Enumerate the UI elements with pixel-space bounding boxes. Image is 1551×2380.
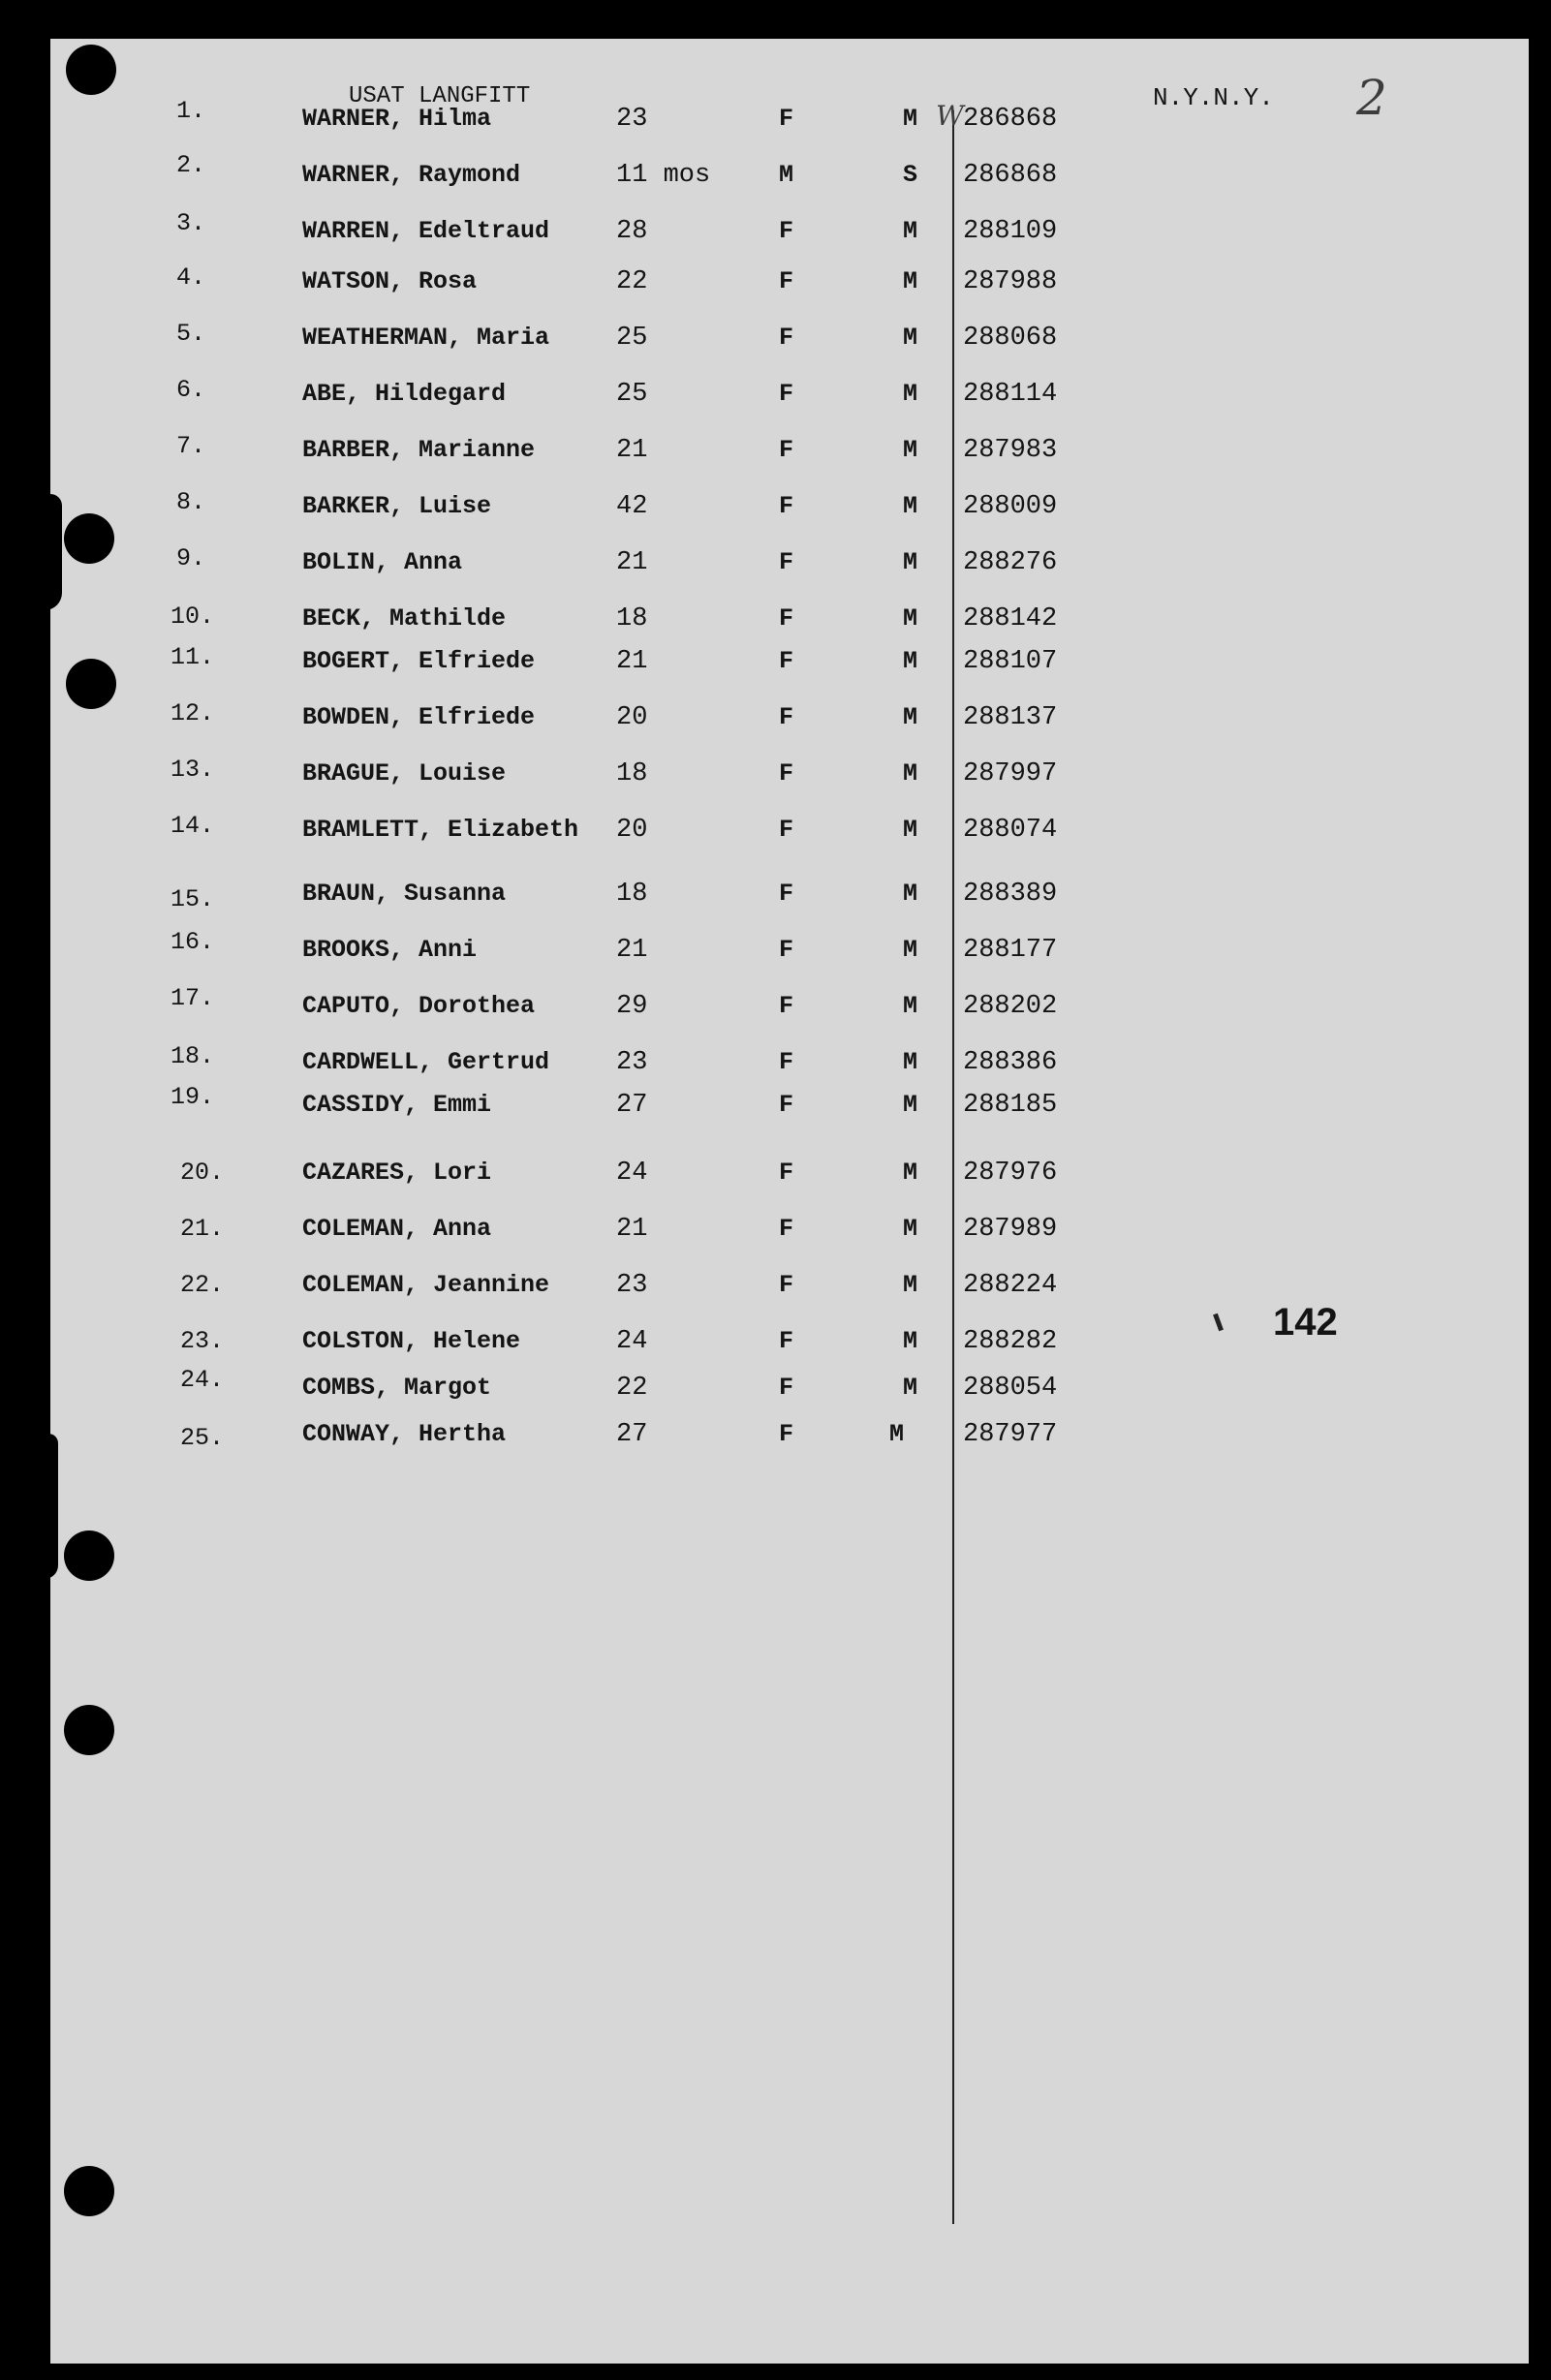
passenger-age: 27 <box>616 1420 648 1449</box>
passenger-age: 23 <box>616 1271 648 1300</box>
page-number: 2 <box>1356 70 1387 126</box>
passenger-age: 29 <box>616 992 648 1021</box>
passenger-sex: F <box>779 604 794 633</box>
stamp-number: 142 <box>1273 1301 1338 1344</box>
row-number: 19. <box>171 1083 215 1111</box>
passenger-age: 25 <box>616 324 648 353</box>
certificate-number: 287976 <box>963 1159 1058 1188</box>
row-number: 8. <box>176 488 206 516</box>
punch-hole <box>64 2166 114 2216</box>
passenger-name: CAZARES, Lori <box>302 1159 492 1187</box>
marital-status: M <box>903 1215 918 1243</box>
certificate-number: 288109 <box>963 217 1058 246</box>
passenger-name: COLEMAN, Anna <box>302 1215 492 1243</box>
certificate-number: 288224 <box>963 1271 1058 1300</box>
passenger-age: 21 <box>616 548 648 577</box>
certificate-number: 286868 <box>963 105 1058 134</box>
row-number: 17. <box>171 984 215 1012</box>
row-number: 5. <box>176 320 206 348</box>
marital-status: M <box>903 1159 918 1187</box>
passenger-sex: F <box>779 880 794 908</box>
passenger-age: 23 <box>616 105 648 134</box>
marital-status: M <box>903 105 918 133</box>
passenger-sex: F <box>779 1271 794 1299</box>
certificate-number: 288137 <box>963 703 1058 732</box>
certificate-number: 288107 <box>963 647 1058 676</box>
row-number: 3. <box>176 209 206 237</box>
passenger-age: 28 <box>616 217 648 246</box>
certificate-number: 287997 <box>963 759 1058 788</box>
marital-status: M <box>903 703 918 731</box>
passenger-name: BECK, Mathilde <box>302 604 507 633</box>
passenger-sex: F <box>779 105 794 133</box>
row-number: 4. <box>176 263 206 292</box>
passenger-name: WARREN, Edeltraud <box>302 217 550 245</box>
row-number: 20. <box>180 1159 225 1187</box>
punch-hole <box>64 1530 114 1581</box>
passenger-age: 21 <box>616 647 648 676</box>
marital-status: M <box>903 380 918 408</box>
passenger-age: 20 <box>616 703 648 732</box>
passenger-age: 11 mos <box>616 161 711 190</box>
row-number: 7. <box>176 432 206 460</box>
passenger-sex: F <box>779 816 794 844</box>
passenger-age: 21 <box>616 936 648 965</box>
passenger-name: BRAUN, Susanna <box>302 880 507 908</box>
passenger-age: 18 <box>616 880 648 909</box>
certificate-number: 288074 <box>963 816 1058 845</box>
marital-status: M <box>903 1091 918 1119</box>
passenger-age: 27 <box>616 1091 648 1120</box>
passenger-age: 18 <box>616 759 648 788</box>
certificate-number: 287977 <box>963 1420 1058 1449</box>
marital-status: M <box>903 759 918 788</box>
row-number: 18. <box>171 1042 215 1070</box>
passenger-name: WARNER, Hilma <box>302 105 492 133</box>
marital-status: S <box>903 161 918 189</box>
passenger-sex: F <box>779 1374 794 1402</box>
marital-status: M <box>903 936 918 964</box>
passenger-age: 22 <box>616 1374 648 1403</box>
marital-status: M <box>903 324 918 352</box>
passenger-name: BROOKS, Anni <box>302 936 478 964</box>
passenger-name: COLSTON, Helene <box>302 1327 521 1355</box>
punch-hole <box>64 513 114 564</box>
passenger-name: CAPUTO, Dorothea <box>302 992 536 1020</box>
row-number: 21. <box>180 1215 225 1243</box>
passenger-sex: F <box>779 324 794 352</box>
row-number: 12. <box>171 699 215 727</box>
certificate-number: 288185 <box>963 1091 1058 1120</box>
passenger-name: BOWDEN, Elfriede <box>302 703 536 731</box>
marital-status: M <box>889 1420 905 1448</box>
passenger-sex: F <box>779 1327 794 1355</box>
row-number: 10. <box>171 603 215 631</box>
certificate-number: 288054 <box>963 1374 1058 1403</box>
row-number: 14. <box>171 812 215 840</box>
certificate-number: 288282 <box>963 1327 1058 1356</box>
marital-status: M <box>903 1327 918 1355</box>
passenger-name: BARBER, Marianne <box>302 436 536 464</box>
passenger-name: BRAGUE, Louise <box>302 759 507 788</box>
passenger-sex: F <box>779 759 794 788</box>
passenger-name: BRAMLETT, Elizabeth <box>302 816 579 844</box>
punch-hole <box>66 45 116 95</box>
row-number: 16. <box>171 928 215 956</box>
marital-status: M <box>903 1374 918 1402</box>
marital-status: M <box>903 1271 918 1299</box>
row-number: 25. <box>180 1424 225 1452</box>
passenger-name: ABE, Hildegard <box>302 380 507 408</box>
passenger-age: 22 <box>616 267 648 296</box>
passenger-sex: F <box>779 1215 794 1243</box>
certificate-number: 287983 <box>963 436 1058 465</box>
row-number: 9. <box>176 544 206 572</box>
marital-status: M <box>903 604 918 633</box>
passenger-age: 21 <box>616 436 648 465</box>
passenger-sex: F <box>779 647 794 675</box>
certificate-number: 287988 <box>963 267 1058 296</box>
certificate-number: 288276 <box>963 548 1058 577</box>
passenger-sex: F <box>779 1420 794 1448</box>
certificate-number: 287989 <box>963 1215 1058 1244</box>
certificate-number: 288009 <box>963 492 1058 521</box>
passenger-age: 24 <box>616 1159 648 1188</box>
passenger-sex: F <box>779 1048 794 1076</box>
row-number: 15. <box>171 885 215 913</box>
passenger-age: 42 <box>616 492 648 521</box>
passenger-sex: M <box>779 161 794 189</box>
row-number: 24. <box>180 1366 225 1394</box>
row-number: 22. <box>180 1271 225 1299</box>
passenger-sex: F <box>779 936 794 964</box>
ship-name: USAT LANGFITT <box>349 83 531 109</box>
passenger-age: 23 <box>616 1048 648 1077</box>
punch-hole <box>64 1705 114 1755</box>
certificate-number: 288142 <box>963 604 1058 634</box>
marital-status: M <box>903 880 918 908</box>
row-number: 23. <box>180 1327 225 1355</box>
passenger-name: CARDWELL, Gertrud <box>302 1048 550 1076</box>
marital-status: M <box>903 1048 918 1076</box>
passenger-name: WATSON, Rosa <box>302 267 478 295</box>
passenger-age: 25 <box>616 380 648 409</box>
marital-status: M <box>903 217 918 245</box>
marital-status: M <box>903 492 918 520</box>
certificate-number: 288202 <box>963 992 1058 1021</box>
port-label: N.Y.N.Y. <box>1153 83 1274 112</box>
row-number: 2. <box>176 151 206 179</box>
passenger-sex: F <box>779 217 794 245</box>
marital-status: M <box>903 267 918 295</box>
row-number: 13. <box>171 756 215 784</box>
passenger-sex: F <box>779 436 794 464</box>
passenger-name: WEATHERMAN, Maria <box>302 324 550 352</box>
passenger-sex: F <box>779 548 794 576</box>
passenger-name: BARKER, Luise <box>302 492 492 520</box>
passenger-name: CONWAY, Hertha <box>302 1420 507 1448</box>
marital-status: M <box>903 548 918 576</box>
passenger-sex: F <box>779 267 794 295</box>
passenger-age: 18 <box>616 604 648 634</box>
passenger-name: BOGERT, Elfriede <box>302 647 536 675</box>
passenger-name: CASSIDY, Emmi <box>302 1091 492 1119</box>
row-number: 6. <box>176 376 206 404</box>
marital-status: M <box>903 647 918 675</box>
passenger-age: 20 <box>616 816 648 845</box>
passenger-sex: F <box>779 703 794 731</box>
row-number: 1. <box>176 97 206 125</box>
passenger-name: COLEMAN, Jeannine <box>302 1271 550 1299</box>
passenger-name: COMBS, Margot <box>302 1374 492 1402</box>
certificate-number: 286868 <box>963 161 1058 190</box>
marital-status: M <box>903 992 918 1020</box>
document-page <box>41 39 1529 2364</box>
certificate-number: 288177 <box>963 936 1058 965</box>
marital-status: M <box>903 436 918 464</box>
passenger-name: WARNER, Raymond <box>302 161 521 189</box>
certificate-number: 288389 <box>963 880 1058 909</box>
row-number: 11. <box>171 643 215 671</box>
handwritten-annotation: W <box>936 100 964 132</box>
passenger-sex: F <box>779 1091 794 1119</box>
passenger-name: BOLIN, Anna <box>302 548 463 576</box>
marital-status: M <box>903 816 918 844</box>
certificate-number: 288386 <box>963 1048 1058 1077</box>
certificate-number: 288114 <box>963 380 1058 409</box>
passenger-sex: F <box>779 380 794 408</box>
tick-mark <box>1213 1314 1224 1332</box>
punch-hole <box>66 659 116 709</box>
passenger-sex: F <box>779 492 794 520</box>
torn-edge <box>41 39 50 2364</box>
passenger-sex: F <box>779 992 794 1020</box>
passenger-age: 24 <box>616 1327 648 1356</box>
column-rule <box>952 110 954 2224</box>
passenger-age: 21 <box>616 1215 648 1244</box>
certificate-number: 288068 <box>963 324 1058 353</box>
passenger-sex: F <box>779 1159 794 1187</box>
